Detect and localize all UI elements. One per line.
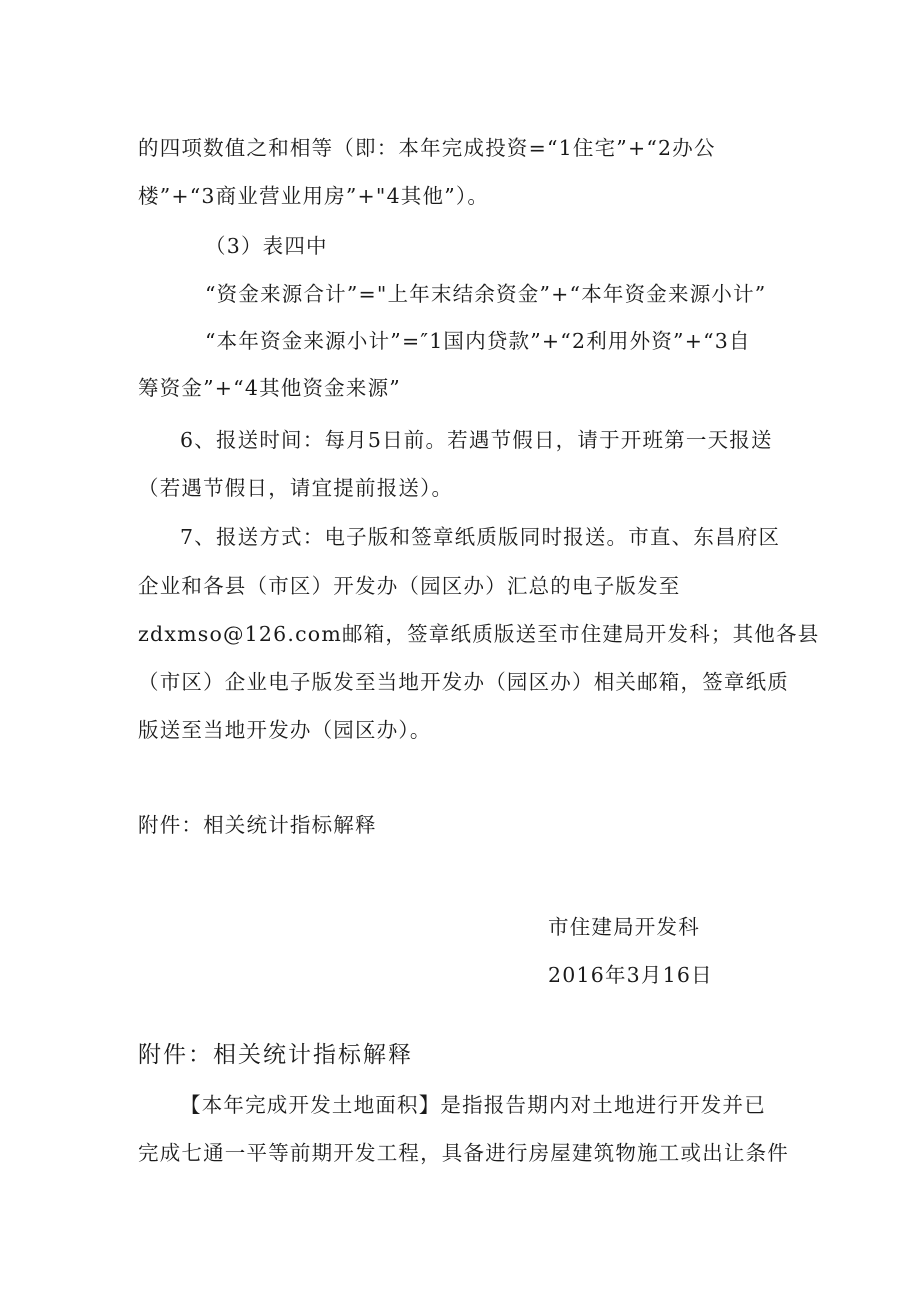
item6-line: 6、报送时间：每月5日前。若遇节假日，请于开班第一天报送 (180, 428, 773, 452)
signature-org: 市住建局开发科 (548, 915, 700, 939)
formula-line: “本年资金来源小计”=″1国内贷款”+“2利用外资”+“3自 (205, 329, 751, 353)
item7-line: 版送至当地开发办（园区办）。 (138, 718, 432, 742)
attachment-note: 附件：相关统计指标解释 (138, 813, 377, 837)
item7-line: 企业和各县（市区）开发办（园区办）汇总的电子版发至 (138, 574, 681, 598)
item7-line: （市区）企业电子版发至当地开发办（园区办）相关邮箱，签章纸质 (138, 670, 789, 694)
formula-line: 筹资金”+“4其他资金来源” (138, 376, 401, 400)
appendix-line: 【本年完成开发土地面积】是指报告期内对土地进行开发并已 (180, 1093, 766, 1117)
paragraph-line: 的四项数值之和相等（即：本年完成投资=“1住宅”+“2办公 (138, 136, 716, 160)
paragraph-line: 楼”+“3商业营业用房”+"4其他”）。 (138, 184, 490, 208)
item7-line: zdxmso@126.com邮箱，签章纸质版送至市住建局开发科；其他各县 (138, 622, 820, 646)
item3-title: （3）表四中 (205, 234, 328, 258)
appendix-heading: 附件：相关统计指标解释 (138, 1042, 413, 1068)
formula-line: “资金来源合计”="上年末结余资金”+“本年资金来源小计” (205, 282, 767, 306)
item6-line: （若遇节假日，请宜提前报送）。 (138, 476, 454, 500)
signature-date: 2016年3月16日 (548, 963, 713, 987)
item7-line: 7、报送方式：电子版和签章纸质版同时报送。市直、东昌府区 (180, 525, 781, 549)
appendix-line: 完成七通一平等前期开发工程，具备进行房屋建筑物施工或出让条件 (138, 1141, 789, 1165)
